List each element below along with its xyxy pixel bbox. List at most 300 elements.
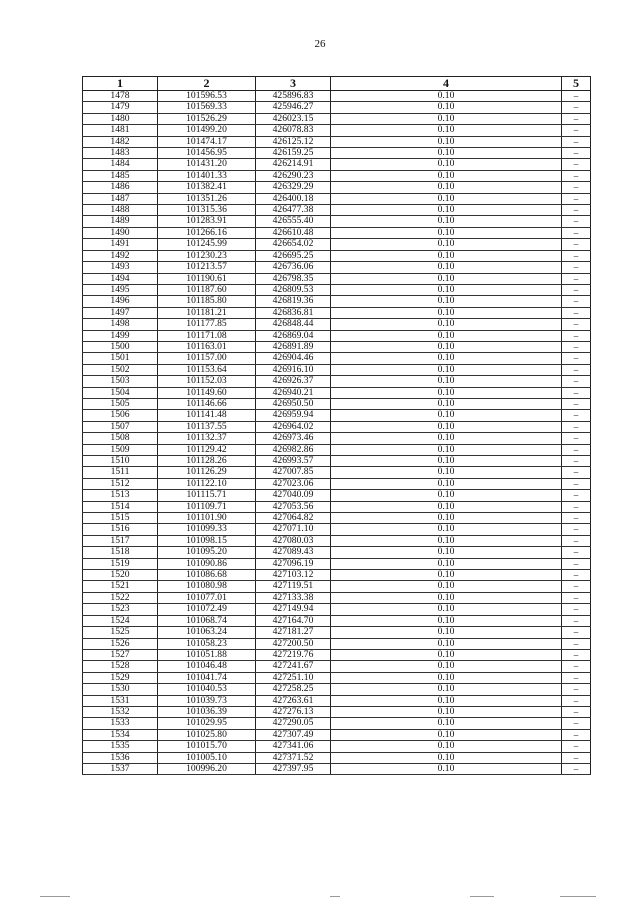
table-cell: – [562,661,591,672]
table-cell: 101115.71 [158,490,256,501]
table-cell: 101187.60 [158,284,256,295]
table-cell: – [562,284,591,295]
table-cell: 101163.01 [158,341,256,352]
table-cell: 1493 [83,262,158,273]
table-cell: 0.10 [331,91,562,102]
table-cell: 427071.10 [256,524,331,535]
table-cell: 101046.48 [158,661,256,672]
table-row [83,684,591,695]
table-cell: 101190.61 [158,273,256,284]
table-cell: 1520 [83,570,158,581]
table-cell: 0.10 [331,695,562,706]
table-cell: 0.10 [331,102,562,113]
table-row [83,410,591,421]
table-cell: 0.10 [331,558,562,569]
table-cell: 0.10 [331,353,562,364]
table-cell: 101122.10 [158,478,256,489]
table-cell: 1504 [83,387,158,398]
table-cell: 101109.71 [158,501,256,512]
table-cell: 425896.83 [256,91,331,102]
table-cell: – [562,649,591,660]
table-cell: 101101.90 [158,513,256,524]
table-row [83,490,591,501]
table-cell: 101596.53 [158,91,256,102]
table-cell: 1523 [83,604,158,615]
table-cell: – [562,478,591,489]
table-cell: 1487 [83,193,158,204]
column-header: 4 [331,77,562,91]
table-cell: 1524 [83,615,158,626]
table-cell: 1519 [83,558,158,569]
table-cell: 0.10 [331,524,562,535]
table-cell: 427096.19 [256,558,331,569]
table-cell: 1521 [83,581,158,592]
table-cell: 1484 [83,159,158,170]
table-cell: 1495 [83,284,158,295]
table-cell: 425946.27 [256,102,331,113]
table-cell: 101040.53 [158,684,256,695]
table-cell: 101499.20 [158,125,256,136]
table-cell: 426555.40 [256,216,331,227]
table-cell: 0.10 [331,649,562,660]
table-row [83,718,591,729]
table-cell: 427397.95 [256,763,331,774]
table-cell: – [562,421,591,432]
table-cell: – [562,729,591,740]
table-cell: 427164.70 [256,615,331,626]
table-cell: – [562,752,591,763]
table-row [83,205,591,216]
table-row [83,364,591,375]
table-cell: – [562,444,591,455]
table-cell: – [562,638,591,649]
table-cell: – [562,330,591,341]
table-cell: 0.10 [331,182,562,193]
table-row [83,319,591,330]
table-row [83,649,591,660]
table-cell: 0.10 [331,113,562,124]
table-cell: 426610.48 [256,227,331,238]
table-cell: 0.10 [331,433,562,444]
table-row [83,501,591,512]
table-cell: – [562,102,591,113]
table-cell: 101099.33 [158,524,256,535]
table-row [83,148,591,159]
table-cell: 1497 [83,307,158,318]
table-cell: 1482 [83,136,158,147]
table-cell: 101090.86 [158,558,256,569]
table-cell: 426848.44 [256,319,331,330]
table-cell: 101230.23 [158,250,256,261]
table-cell: 426695.25 [256,250,331,261]
table-cell: 0.10 [331,729,562,740]
table-row [83,182,591,193]
table-row [83,604,591,615]
table-cell: 1529 [83,672,158,683]
table-cell: 427251.10 [256,672,331,683]
table-cell: 427371.52 [256,752,331,763]
table-cell: 426916.10 [256,364,331,375]
table-cell: 427200.50 [256,638,331,649]
table-cell: – [562,627,591,638]
table-cell: – [562,250,591,261]
table-cell: 1485 [83,170,158,181]
table-cell: 0.10 [331,547,562,558]
table-cell: 1531 [83,695,158,706]
table-cell: 0.10 [331,638,562,649]
table-row [83,672,591,683]
table-cell: 101153.64 [158,364,256,375]
table-row [83,592,591,603]
table-cell: 0.10 [331,239,562,250]
table-cell: 1515 [83,513,158,524]
table-row [83,239,591,250]
page-number: 26 [314,38,326,50]
table-cell: 1506 [83,410,158,421]
table-cell: 0.10 [331,501,562,512]
table-cell: 0.10 [331,205,562,216]
table-row [83,227,591,238]
table-cell: 1499 [83,330,158,341]
table-cell: 101058.23 [158,638,256,649]
table-cell: 427023.06 [256,478,331,489]
table-cell: – [562,182,591,193]
table-row [83,615,591,626]
table-cell: 1525 [83,627,158,638]
table-cell: 427133.38 [256,592,331,603]
table-cell: 101526.29 [158,113,256,124]
table-cell: 427276.13 [256,706,331,717]
table-header-row [83,77,591,91]
table-cell: – [562,91,591,102]
table-cell: 0.10 [331,661,562,672]
table-row [83,741,591,752]
table-cell: – [562,148,591,159]
table-cell: 1516 [83,524,158,535]
table-row [83,444,591,455]
table-cell: 100996.20 [158,763,256,774]
table-row [83,524,591,535]
table-cell: 426982.86 [256,444,331,455]
table-cell: 1534 [83,729,158,740]
table-cell: 101039.73 [158,695,256,706]
table-cell: 427241.67 [256,661,331,672]
table-cell: 1517 [83,535,158,546]
table-cell: 427307.49 [256,729,331,740]
table-cell: 0.10 [331,490,562,501]
table-cell: 0.10 [331,513,562,524]
table-cell: 101171.08 [158,330,256,341]
table-cell: 1490 [83,227,158,238]
table-cell: 1498 [83,319,158,330]
table-row [83,398,591,409]
table-row [83,661,591,672]
table-cell: 0.10 [331,125,562,136]
table-row [83,570,591,581]
table-row [83,387,591,398]
table-cell: 0.10 [331,581,562,592]
table-cell: 101041.74 [158,672,256,683]
table-row [83,478,591,489]
table-cell: 0.10 [331,376,562,387]
table-cell: 426836.81 [256,307,331,318]
table-cell: 101128.26 [158,456,256,467]
table-cell: 426214.91 [256,159,331,170]
table-row [83,296,591,307]
table-cell: – [562,159,591,170]
table-cell: – [562,410,591,421]
table-cell: 0.10 [331,615,562,626]
table-cell: 101149.60 [158,387,256,398]
table-cell: – [562,535,591,546]
table-cell: 427080.03 [256,535,331,546]
table-cell: 101068.74 [158,615,256,626]
table-cell: 1518 [83,547,158,558]
table-cell: 1532 [83,706,158,717]
table-cell: 426819.36 [256,296,331,307]
table-cell: – [562,581,591,592]
table-cell: – [562,741,591,752]
footer-scan-marks [40,896,600,900]
table-cell: 1502 [83,364,158,375]
table-cell: 1511 [83,467,158,478]
table-cell: 101098.15 [158,535,256,546]
table-cell: 426891.89 [256,341,331,352]
table-row [83,638,591,649]
table-cell: 426159.25 [256,148,331,159]
table-row [83,273,591,284]
table-row [83,91,591,102]
table-cell: 1522 [83,592,158,603]
table-cell: 1478 [83,91,158,102]
table-cell: 1507 [83,421,158,432]
table-cell: 0.10 [331,284,562,295]
table-cell: – [562,113,591,124]
table-row [83,695,591,706]
table-cell: 1494 [83,273,158,284]
table-cell: 426400.18 [256,193,331,204]
table-cell: 101036.39 [158,706,256,717]
table-row [83,513,591,524]
table-cell: 0.10 [331,227,562,238]
table-cell: 1505 [83,398,158,409]
table-cell: 426078.83 [256,125,331,136]
table-cell: 427258.25 [256,684,331,695]
table-cell: 1514 [83,501,158,512]
table-cell: – [562,684,591,695]
table-row [83,547,591,558]
table-cell: 0.10 [331,456,562,467]
table-cell: – [562,467,591,478]
table-cell: 0.10 [331,136,562,147]
table-cell: 101086.68 [158,570,256,581]
table-cell: 1491 [83,239,158,250]
table-cell: 0.10 [331,535,562,546]
table-row [83,170,591,181]
table-cell: 1488 [83,205,158,216]
table-cell: – [562,307,591,318]
table-cell: 101456.95 [158,148,256,159]
table-cell: 101005.10 [158,752,256,763]
column-header: 5 [562,77,591,91]
table-cell: 101177.85 [158,319,256,330]
table-cell: – [562,501,591,512]
table-row [83,193,591,204]
table-cell: 101382.41 [158,182,256,193]
table-cell: 0.10 [331,159,562,170]
table-cell: 101126.29 [158,467,256,478]
table-cell: 101029.95 [158,718,256,729]
table-row [83,284,591,295]
table-cell: – [562,490,591,501]
table-cell: 427149.94 [256,604,331,615]
table-cell: 101137.55 [158,421,256,432]
table-cell: – [562,364,591,375]
table-cell: – [562,706,591,717]
table-row [83,706,591,717]
table-cell: – [562,547,591,558]
table-row [83,330,591,341]
table-cell: – [562,227,591,238]
table-cell: 1528 [83,661,158,672]
table-cell: 1500 [83,341,158,352]
table-row [83,558,591,569]
table-cell: 1509 [83,444,158,455]
table-row [83,763,591,774]
table-cell: 1510 [83,456,158,467]
table-cell: 427219.76 [256,649,331,660]
table-row [83,159,591,170]
table-cell: 0.10 [331,273,562,284]
table-cell: 426809.53 [256,284,331,295]
table-cell: 1489 [83,216,158,227]
table-cell: 426904.46 [256,353,331,364]
table-cell: 0.10 [331,364,562,375]
table-cell: 1526 [83,638,158,649]
table-cell: 101129.42 [158,444,256,455]
table-cell: 0.10 [331,250,562,261]
table-cell: 101245.99 [158,239,256,250]
table-row [83,535,591,546]
table-cell: – [562,193,591,204]
table-cell: 0.10 [331,341,562,352]
table-row [83,433,591,444]
table-cell: 101063.24 [158,627,256,638]
table-cell: 427263.61 [256,695,331,706]
table-cell: 426654.02 [256,239,331,250]
table-cell: 426993.57 [256,456,331,467]
table-cell: – [562,398,591,409]
table-cell: 426926.37 [256,376,331,387]
table-cell: – [562,376,591,387]
table-cell: 101080.98 [158,581,256,592]
table-cell: 1537 [83,763,158,774]
table-cell: 0.10 [331,478,562,489]
table-cell: 101152.03 [158,376,256,387]
table-cell: 1513 [83,490,158,501]
table-row [83,467,591,478]
table-cell: 427089.43 [256,547,331,558]
table-cell: 427007.85 [256,467,331,478]
table-cell: 1483 [83,148,158,159]
table-cell: 1496 [83,296,158,307]
table-cell: 426869.04 [256,330,331,341]
table-cell: – [562,513,591,524]
table-cell: 0.10 [331,193,562,204]
table-cell: 101569.33 [158,102,256,113]
table-cell: 101474.17 [158,136,256,147]
table-cell: – [562,456,591,467]
table-cell: – [562,695,591,706]
table-cell: 101283.91 [158,216,256,227]
table-cell: 1481 [83,125,158,136]
table-row [83,216,591,227]
table-cell: 1480 [83,113,158,124]
table-row [83,307,591,318]
table-cell: – [562,239,591,250]
table-cell: 0.10 [331,262,562,273]
table-cell: 0.10 [331,170,562,181]
table-cell: 101157.00 [158,353,256,364]
table-cell: – [562,319,591,330]
table-cell: 0.10 [331,741,562,752]
table-cell: – [562,136,591,147]
table-cell: – [562,341,591,352]
table-cell: 101431.20 [158,159,256,170]
table-row [83,125,591,136]
table-cell: 426329.29 [256,182,331,193]
table-cell: 0.10 [331,330,562,341]
table-cell: 0.10 [331,570,562,581]
table-cell: 1512 [83,478,158,489]
table-cell: 426959.94 [256,410,331,421]
table-cell: 0.10 [331,684,562,695]
table-cell: 101266.16 [158,227,256,238]
table-cell: 0.10 [331,627,562,638]
table-cell: 0.10 [331,672,562,683]
table-cell: – [562,604,591,615]
coordinates-table [82,76,591,775]
table-cell: 426477.38 [256,205,331,216]
table-cell: – [562,216,591,227]
table-cell: 0.10 [331,307,562,318]
table-cell: 1479 [83,102,158,113]
table-cell: – [562,125,591,136]
table-cell: 1530 [83,684,158,695]
table-cell: 427064.82 [256,513,331,524]
table-cell: 0.10 [331,410,562,421]
table-cell: 0.10 [331,148,562,159]
table-cell: – [562,763,591,774]
table-cell: 427040.09 [256,490,331,501]
table-cell: 0.10 [331,398,562,409]
table-cell: 1508 [83,433,158,444]
table-cell: – [562,205,591,216]
table-cell: 101095.20 [158,547,256,558]
table-cell: 1486 [83,182,158,193]
table-cell: 426950.50 [256,398,331,409]
table-row [83,353,591,364]
table-cell: 426290.23 [256,170,331,181]
table-cell: – [562,296,591,307]
table-cell: 0.10 [331,319,562,330]
table-cell: – [562,672,591,683]
column-header: 2 [158,77,256,91]
table-row [83,421,591,432]
table-cell: 1527 [83,649,158,660]
table-row [83,729,591,740]
table-cell: – [562,524,591,535]
